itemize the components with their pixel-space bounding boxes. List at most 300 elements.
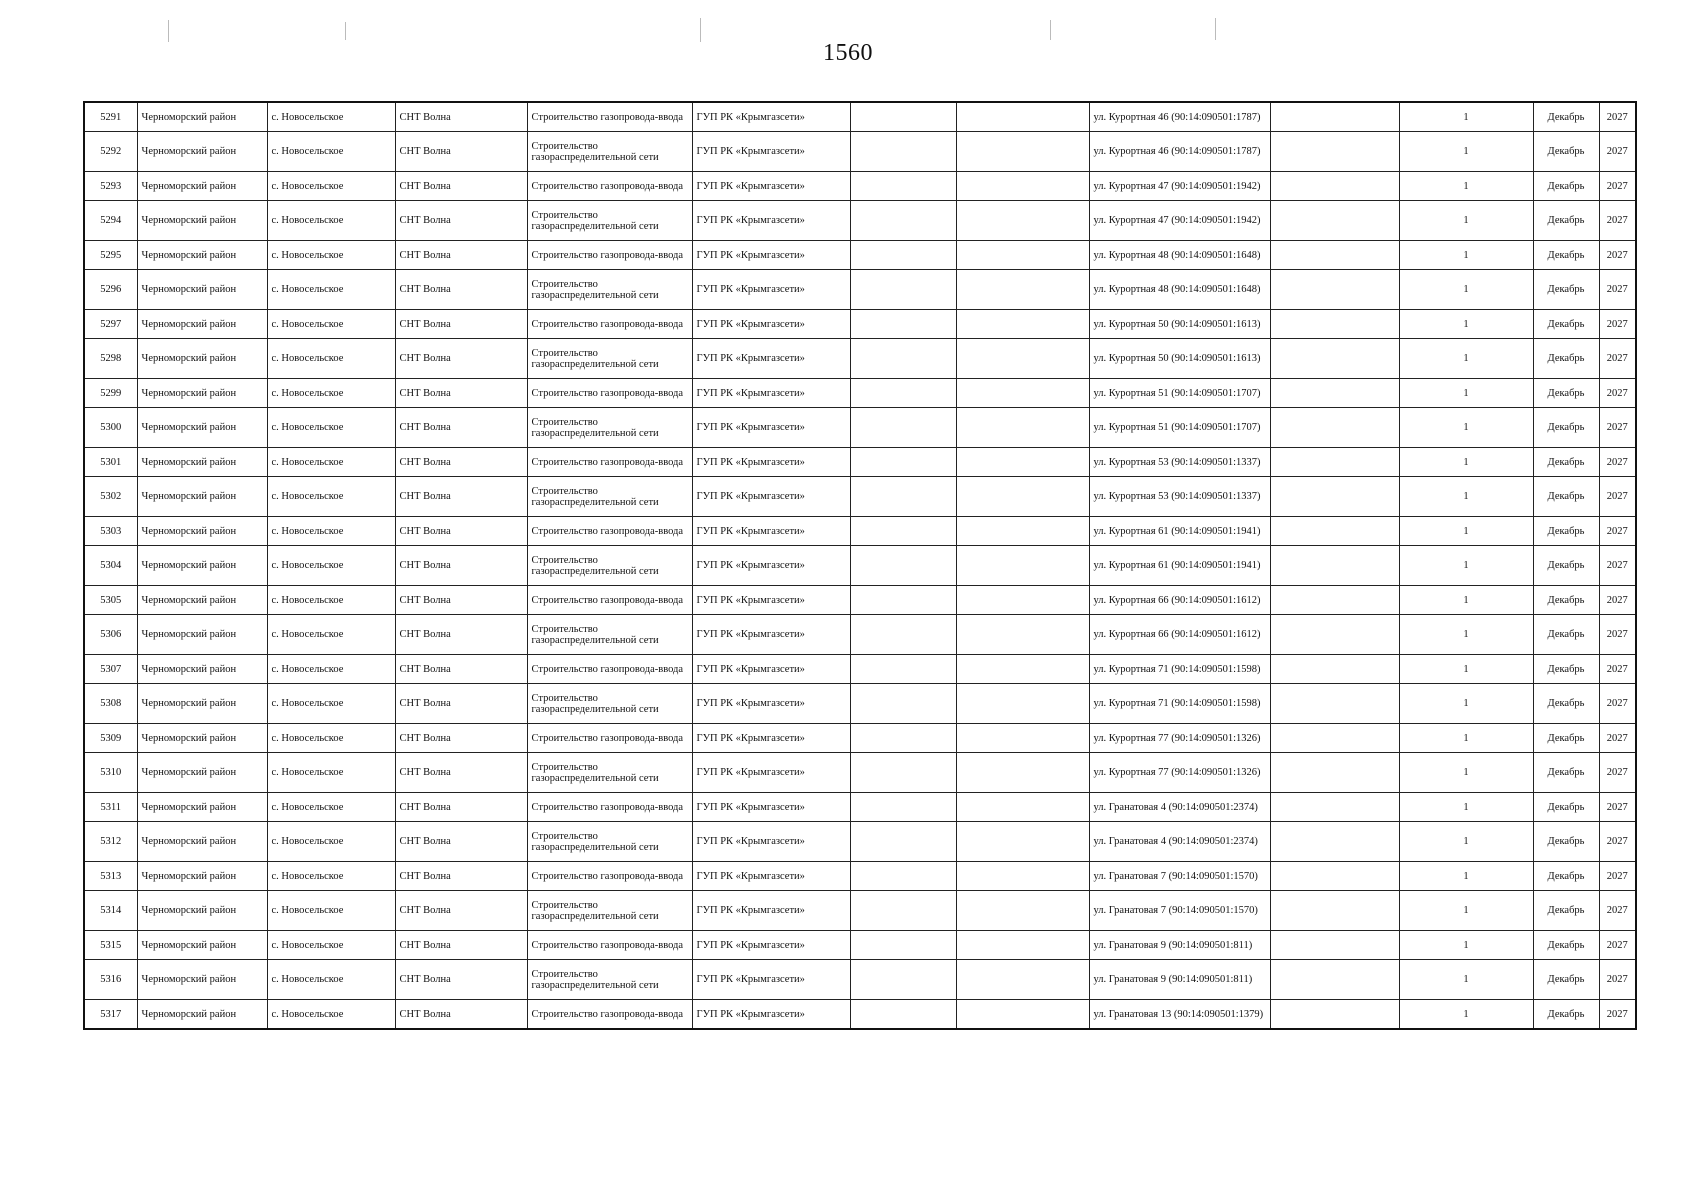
cell-num: 5307 [84,655,137,684]
cell-empty [850,270,956,310]
cell-year: 2027 [1599,477,1636,517]
cell-empty [956,822,1089,862]
cell-empty [850,201,956,241]
table-row [84,891,1636,931]
cell-empty [850,448,956,477]
cell-empty [850,517,956,546]
cell-address: ул. Гранатовая 13 (90:14:090501:1379) [1089,1000,1270,1030]
cell-work: Строительство газопровода-ввода [527,102,692,132]
cell-num: 5316 [84,960,137,1000]
cell-org: ГУП РК «Крымгазсети» [692,339,850,379]
cell-year: 2027 [1599,310,1636,339]
table-row [84,201,1636,241]
cell-empty [956,655,1089,684]
cell-count: 1 [1399,339,1533,379]
cell-empty [850,477,956,517]
cell-org: ГУП РК «Крымгазсети» [692,310,850,339]
cell-num: 5293 [84,172,137,201]
scan-artifact [345,22,346,40]
cell-num: 5313 [84,862,137,891]
cell-snt: СНТ Волна [395,477,527,517]
cell-year: 2027 [1599,822,1636,862]
cell-org: ГУП РК «Крымгазсети» [692,201,850,241]
table-row [84,132,1636,172]
cell-snt: СНТ Волна [395,753,527,793]
cell-month: Декабрь [1533,172,1599,201]
cell-year: 2027 [1599,586,1636,615]
cell-work: Строительство газопровода-ввода [527,517,692,546]
cell-empty [1270,684,1399,724]
cell-village: с. Новосельское [267,546,395,586]
cell-num: 5302 [84,477,137,517]
cell-org: ГУП РК «Крымгазсети» [692,1000,850,1030]
cell-month: Декабрь [1533,310,1599,339]
cell-village: с. Новосельское [267,517,395,546]
cell-year: 2027 [1599,172,1636,201]
cell-count: 1 [1399,310,1533,339]
cell-village: с. Новосельское [267,931,395,960]
cell-village: с. Новосельское [267,655,395,684]
cell-work: Строительство газораспределительной сети [527,408,692,448]
cell-empty [1270,793,1399,822]
table-row [84,822,1636,862]
table-row [84,517,1636,546]
cell-snt: СНТ Волна [395,270,527,310]
cell-address: ул. Курортная 48 (90:14:090501:1648) [1089,241,1270,270]
cell-village: с. Новосельское [267,408,395,448]
table-row [84,546,1636,586]
cell-count: 1 [1399,960,1533,1000]
cell-month: Декабрь [1533,102,1599,132]
cell-district: Черноморский район [137,241,267,270]
cell-org: ГУП РК «Крымгазсети» [692,931,850,960]
cell-empty [850,684,956,724]
cell-count: 1 [1399,379,1533,408]
cell-empty [956,448,1089,477]
cell-district: Черноморский район [137,132,267,172]
cell-empty [1270,960,1399,1000]
cell-count: 1 [1399,102,1533,132]
cell-month: Декабрь [1533,586,1599,615]
table-row [84,931,1636,960]
cell-empty [1270,310,1399,339]
cell-empty [1270,477,1399,517]
cell-district: Черноморский район [137,448,267,477]
cell-village: с. Новосельское [267,960,395,1000]
cell-snt: СНТ Волна [395,310,527,339]
cell-district: Черноморский район [137,379,267,408]
cell-org: ГУП РК «Крымгазсети» [692,241,850,270]
cell-village: с. Новосельское [267,891,395,931]
scan-artifact [1215,18,1216,40]
cell-empty [1270,379,1399,408]
cell-work: Строительство газопровода-ввода [527,379,692,408]
cell-work: Строительство газопровода-ввода [527,241,692,270]
cell-year: 2027 [1599,379,1636,408]
cell-month: Декабрь [1533,931,1599,960]
cell-year: 2027 [1599,270,1636,310]
cell-empty [850,546,956,586]
cell-empty [1270,724,1399,753]
cell-empty [850,379,956,408]
cell-year: 2027 [1599,684,1636,724]
cell-empty [1270,891,1399,931]
table-row [84,793,1636,822]
cell-year: 2027 [1599,546,1636,586]
table-row [84,1000,1636,1030]
cell-year: 2027 [1599,241,1636,270]
cell-district: Черноморский район [137,408,267,448]
cell-month: Декабрь [1533,1000,1599,1030]
cell-empty [956,891,1089,931]
cell-org: ГУП РК «Крымгазсети» [692,172,850,201]
table-row [84,379,1636,408]
cell-empty [850,960,956,1000]
cell-address: ул. Курортная 71 (90:14:090501:1598) [1089,655,1270,684]
cell-village: с. Новосельское [267,339,395,379]
cell-num: 5295 [84,241,137,270]
cell-village: с. Новосельское [267,793,395,822]
cell-org: ГУП РК «Крымгазсети» [692,960,850,1000]
cell-snt: СНТ Волна [395,408,527,448]
table-row [84,270,1636,310]
cell-year: 2027 [1599,1000,1636,1030]
cell-address: ул. Курортная 77 (90:14:090501:1326) [1089,753,1270,793]
cell-org: ГУП РК «Крымгазсети» [692,102,850,132]
table-row [84,448,1636,477]
cell-district: Черноморский район [137,931,267,960]
cell-num: 5294 [84,201,137,241]
cell-village: с. Новосельское [267,586,395,615]
cell-num: 5300 [84,408,137,448]
cell-snt: СНТ Волна [395,517,527,546]
page-number: 1560 [823,40,873,66]
cell-work: Строительство газораспределительной сети [527,201,692,241]
cell-empty [956,684,1089,724]
cell-empty [1270,517,1399,546]
cell-district: Черноморский район [137,546,267,586]
cell-work: Строительство газораспределительной сети [527,339,692,379]
scan-artifact [700,18,701,42]
cell-count: 1 [1399,684,1533,724]
cell-count: 1 [1399,586,1533,615]
cell-num: 5291 [84,102,137,132]
cell-month: Декабрь [1533,448,1599,477]
cell-village: с. Новосельское [267,477,395,517]
cell-empty [850,822,956,862]
cell-empty [1270,172,1399,201]
cell-org: ГУП РК «Крымгазсети» [692,753,850,793]
cell-num: 5308 [84,684,137,724]
cell-snt: СНТ Волна [395,793,527,822]
cell-org: ГУП РК «Крымгазсети» [692,132,850,172]
cell-org: ГУП РК «Крымгазсети» [692,408,850,448]
cell-empty [1270,448,1399,477]
cell-empty [956,408,1089,448]
cell-district: Черноморский район [137,102,267,132]
cell-empty [956,102,1089,132]
cell-snt: СНТ Волна [395,586,527,615]
cell-year: 2027 [1599,793,1636,822]
cell-num: 5299 [84,379,137,408]
cell-work: Строительство газопровода-ввода [527,586,692,615]
cell-district: Черноморский район [137,201,267,241]
table-row [84,310,1636,339]
cell-month: Декабрь [1533,862,1599,891]
table-row [84,586,1636,615]
cell-work: Строительство газопровода-ввода [527,172,692,201]
table-row [84,339,1636,379]
cell-district: Черноморский район [137,862,267,891]
cell-org: ГУП РК «Крымгазсети» [692,379,850,408]
cell-snt: СНТ Волна [395,241,527,270]
cell-district: Черноморский район [137,586,267,615]
cell-num: 5297 [84,310,137,339]
cell-year: 2027 [1599,201,1636,241]
cell-month: Декабрь [1533,891,1599,931]
cell-count: 1 [1399,172,1533,201]
cell-work: Строительство газопровода-ввода [527,1000,692,1030]
cell-year: 2027 [1599,517,1636,546]
cell-address: ул. Курортная 71 (90:14:090501:1598) [1089,684,1270,724]
cell-month: Декабрь [1533,960,1599,1000]
cell-year: 2027 [1599,102,1636,132]
cell-address: ул. Гранатовая 4 (90:14:090501:2374) [1089,822,1270,862]
cell-address: ул. Гранатовая 9 (90:14:090501:811) [1089,960,1270,1000]
cell-village: с. Новосельское [267,201,395,241]
cell-district: Черноморский район [137,1000,267,1030]
cell-year: 2027 [1599,615,1636,655]
cell-empty [956,793,1089,822]
cell-num: 5298 [84,339,137,379]
cell-empty [1270,270,1399,310]
cell-empty [1270,655,1399,684]
cell-work: Строительство газопровода-ввода [527,793,692,822]
cell-district: Черноморский район [137,310,267,339]
cell-snt: СНТ Волна [395,931,527,960]
cell-snt: СНТ Волна [395,891,527,931]
cell-org: ГУП РК «Крымгазсети» [692,546,850,586]
cell-year: 2027 [1599,862,1636,891]
cell-empty [956,310,1089,339]
cell-empty [956,379,1089,408]
cell-month: Декабрь [1533,379,1599,408]
cell-village: с. Новосельское [267,310,395,339]
cell-empty [1270,862,1399,891]
cell-num: 5310 [84,753,137,793]
cell-count: 1 [1399,477,1533,517]
cell-address: ул. Гранатовая 7 (90:14:090501:1570) [1089,891,1270,931]
cell-empty [1270,586,1399,615]
cell-district: Черноморский район [137,793,267,822]
table-row [84,862,1636,891]
cell-empty [1270,615,1399,655]
cell-district: Черноморский район [137,655,267,684]
cell-district: Черноморский район [137,270,267,310]
cell-empty [850,753,956,793]
cell-district: Черноморский район [137,339,267,379]
cell-year: 2027 [1599,960,1636,1000]
cell-work: Строительство газораспределительной сети [527,891,692,931]
cell-snt: СНТ Волна [395,339,527,379]
cell-num: 5304 [84,546,137,586]
cell-month: Декабрь [1533,339,1599,379]
cell-snt: СНТ Волна [395,960,527,1000]
cell-year: 2027 [1599,753,1636,793]
cell-work: Строительство газопровода-ввода [527,655,692,684]
cell-village: с. Новосельское [267,724,395,753]
cell-work: Строительство газораспределительной сети [527,546,692,586]
cell-org: ГУП РК «Крымгазсети» [692,684,850,724]
cell-empty [956,546,1089,586]
cell-empty [956,960,1089,1000]
cell-district: Черноморский район [137,517,267,546]
cell-village: с. Новосельское [267,102,395,132]
cell-district: Черноморский район [137,724,267,753]
cell-work: Строительство газопровода-ввода [527,862,692,891]
cell-num: 5315 [84,931,137,960]
cell-snt: СНТ Волна [395,862,527,891]
cell-work: Строительство газораспределительной сети [527,822,692,862]
cell-snt: СНТ Волна [395,546,527,586]
cell-village: с. Новосельское [267,822,395,862]
cell-address: ул. Курортная 66 (90:14:090501:1612) [1089,586,1270,615]
data-table [83,101,1637,1030]
cell-empty [956,339,1089,379]
cell-empty [1270,931,1399,960]
cell-empty [850,862,956,891]
cell-num: 5301 [84,448,137,477]
cell-address: ул. Курортная 61 (90:14:090501:1941) [1089,517,1270,546]
cell-village: с. Новосельское [267,862,395,891]
cell-empty [1270,822,1399,862]
cell-count: 1 [1399,862,1533,891]
cell-address: ул. Гранатовая 7 (90:14:090501:1570) [1089,862,1270,891]
cell-count: 1 [1399,724,1533,753]
cell-work: Строительство газораспределительной сети [527,477,692,517]
cell-empty [956,1000,1089,1030]
table-row [84,102,1636,132]
cell-empty [956,931,1089,960]
cell-count: 1 [1399,241,1533,270]
cell-empty [1270,1000,1399,1030]
cell-empty [956,241,1089,270]
cell-address: ул. Курортная 51 (90:14:090501:1707) [1089,379,1270,408]
cell-empty [1270,132,1399,172]
cell-work: Строительство газораспределительной сети [527,615,692,655]
cell-snt: СНТ Волна [395,822,527,862]
cell-num: 5306 [84,615,137,655]
cell-address: ул. Курортная 48 (90:14:090501:1648) [1089,270,1270,310]
cell-snt: СНТ Волна [395,132,527,172]
cell-org: ГУП РК «Крымгазсети» [692,477,850,517]
cell-village: с. Новосельское [267,132,395,172]
cell-village: с. Новосельское [267,379,395,408]
cell-org: ГУП РК «Крымгазсети» [692,793,850,822]
cell-count: 1 [1399,891,1533,931]
cell-num: 5317 [84,1000,137,1030]
cell-count: 1 [1399,132,1533,172]
cell-work: Строительство газопровода-ввода [527,931,692,960]
cell-year: 2027 [1599,339,1636,379]
cell-work: Строительство газораспределительной сети [527,270,692,310]
cell-num: 5292 [84,132,137,172]
table-row [84,615,1636,655]
cell-address: ул. Курортная 51 (90:14:090501:1707) [1089,408,1270,448]
cell-num: 5312 [84,822,137,862]
cell-empty [850,241,956,270]
cell-count: 1 [1399,753,1533,793]
cell-count: 1 [1399,655,1533,684]
scan-artifact [168,20,169,42]
cell-empty [1270,546,1399,586]
cell-count: 1 [1399,201,1533,241]
cell-empty [1270,753,1399,793]
cell-empty [850,132,956,172]
cell-address: ул. Курортная 61 (90:14:090501:1941) [1089,546,1270,586]
table-row [84,477,1636,517]
cell-empty [850,172,956,201]
cell-empty [956,132,1089,172]
cell-snt: СНТ Волна [395,201,527,241]
cell-address: ул. Курортная 46 (90:14:090501:1787) [1089,102,1270,132]
cell-month: Декабрь [1533,655,1599,684]
cell-month: Декабрь [1533,753,1599,793]
cell-count: 1 [1399,270,1533,310]
cell-empty [850,1000,956,1030]
cell-num: 5314 [84,891,137,931]
cell-count: 1 [1399,822,1533,862]
cell-count: 1 [1399,546,1533,586]
cell-district: Черноморский район [137,753,267,793]
cell-year: 2027 [1599,655,1636,684]
cell-empty [956,477,1089,517]
cell-snt: СНТ Волна [395,172,527,201]
cell-village: с. Новосельское [267,448,395,477]
table-row [84,241,1636,270]
cell-address: ул. Курортная 53 (90:14:090501:1337) [1089,448,1270,477]
cell-address: ул. Курортная 47 (90:14:090501:1942) [1089,201,1270,241]
cell-count: 1 [1399,1000,1533,1030]
cell-month: Декабрь [1533,822,1599,862]
cell-empty [956,586,1089,615]
cell-month: Декабрь [1533,615,1599,655]
cell-year: 2027 [1599,724,1636,753]
cell-org: ГУП РК «Крымгазсети» [692,448,850,477]
cell-empty [1270,201,1399,241]
cell-snt: СНТ Волна [395,1000,527,1030]
cell-empty [850,339,956,379]
cell-year: 2027 [1599,132,1636,172]
cell-snt: СНТ Волна [395,448,527,477]
cell-org: ГУП РК «Крымгазсети» [692,270,850,310]
cell-snt: СНТ Волна [395,102,527,132]
cell-work: Строительство газораспределительной сети [527,960,692,1000]
cell-month: Декабрь [1533,684,1599,724]
cell-count: 1 [1399,931,1533,960]
cell-org: ГУП РК «Крымгазсети» [692,862,850,891]
cell-month: Декабрь [1533,270,1599,310]
cell-count: 1 [1399,408,1533,448]
cell-empty [956,270,1089,310]
cell-empty [1270,408,1399,448]
cell-empty [956,724,1089,753]
cell-num: 5305 [84,586,137,615]
cell-district: Черноморский район [137,477,267,517]
cell-year: 2027 [1599,448,1636,477]
cell-empty [850,408,956,448]
cell-empty [956,201,1089,241]
